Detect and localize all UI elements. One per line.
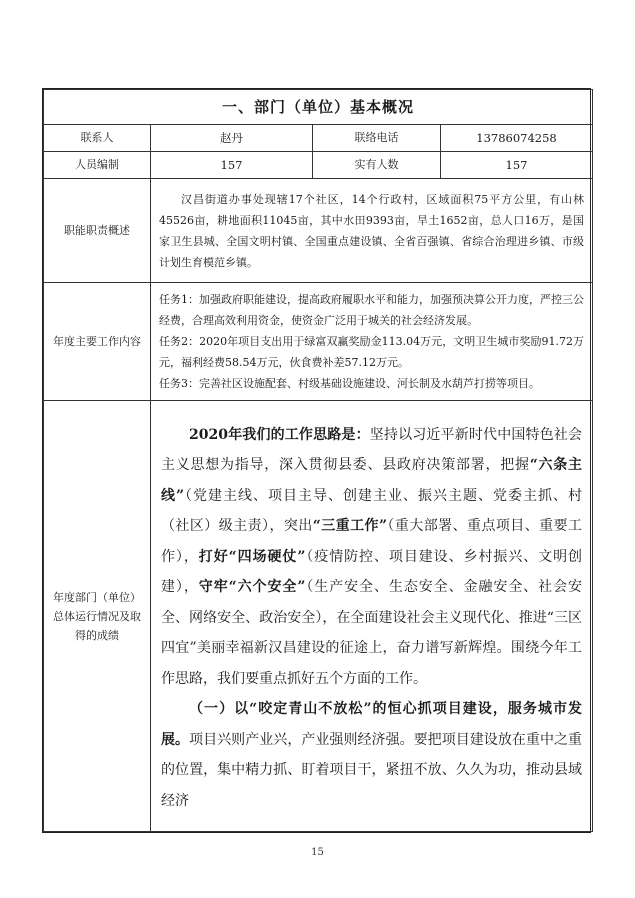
contact-value: 赵丹	[151, 125, 313, 152]
actual-staff-value: 157	[441, 152, 593, 179]
functions-label: 职能职责概述	[44, 179, 151, 283]
task-item: 任务2：2020年项目支出用于绿富双赢奖励金113.04万元，文明卫生城市奖励91.72万元，福利经费58.54万元，伙食费补差57.12万元。	[159, 335, 585, 369]
info-table	[42, 88, 591, 833]
performance-text	[151, 401, 593, 832]
staff-value: 157	[151, 152, 313, 179]
annual-tasks	[151, 283, 593, 401]
thinking-lead: 2020年我们的工作思路是：	[189, 426, 370, 443]
task-item: 任务3：完善社区设施配套、村级基础设施建设、河长制及水葫芦打捞等项目。	[159, 377, 540, 390]
actual-staff-label: 实有人数	[313, 152, 441, 179]
contact-label: 联系人	[44, 125, 151, 152]
annual-tasks-label: 年度主要工作内容	[44, 283, 151, 401]
phone-label: 联络电话	[313, 125, 441, 152]
performance-paragraph-1: 2020年我们的工作思路是：坚持以习近平新时代中国特色社会主义思想为指导，深入贯彻县委、县政府决策部署，把握“六条主线”（党建主线、项目主导、创建主业、振兴主题、党委主抓、村（社区）级主责），突出“三重工作”（重大部署、重点项目、重要工作），打好“四场硬仗”（疫情防控、项目建设、乡村振兴、文明创建），守牢“六个安全”（生产安全、生态安全、金融安全、社会安全、网络安全、政治安全），在全面建设社会主义现代化、推进“三区四宜”美丽幸福新汉昌建设的征途上，奋力谱写新辉煌。围绕今年工作思路，我们要重点抓好五个方面的工作。	[161, 426, 583, 687]
section-one-heading: （一）以“咬定青山不放松”的恒心抓项目建设，服务城市发展。	[161, 701, 583, 748]
performance-label: 年度部门（单位）总体运行情况及取得的成绩	[44, 401, 151, 832]
staff-label: 人员编制	[44, 152, 151, 179]
performance-paragraph-2: （一）以“咬定青山不放松”的恒心抓项目建设，服务城市发展。项目兴则产业兴，产业强则经济强。要把项目建设放在重中之重的位置，集中精力抓、盯着项目干，紧扭不放、久久为功，推动县域经济	[161, 701, 583, 809]
functions-text: 汉昌街道办事处现辖17个社区，14个行政村，区域面积75平方公里，有山林45526亩，耕地面积11045亩，其中水田9393亩，旱土1652亩，总人口16万，是国家卫生县城、全国文明村镇、全国重点建设镇、全省百强镇、省综合治理进乡镇、市级计划生育模范乡镇。	[151, 179, 593, 283]
section-title: 一、部门（单位）基本概况	[44, 90, 593, 125]
page-number: 15	[311, 847, 324, 858]
task-item: 任务1：加强政府职能建设，提高政府履职水平和能力，加强预决算公开力度，严控三公经费，合理高效利用资金，使资金广泛用于城关的社会经济发展。	[159, 293, 585, 327]
phone-value: 13786074258	[441, 125, 593, 152]
